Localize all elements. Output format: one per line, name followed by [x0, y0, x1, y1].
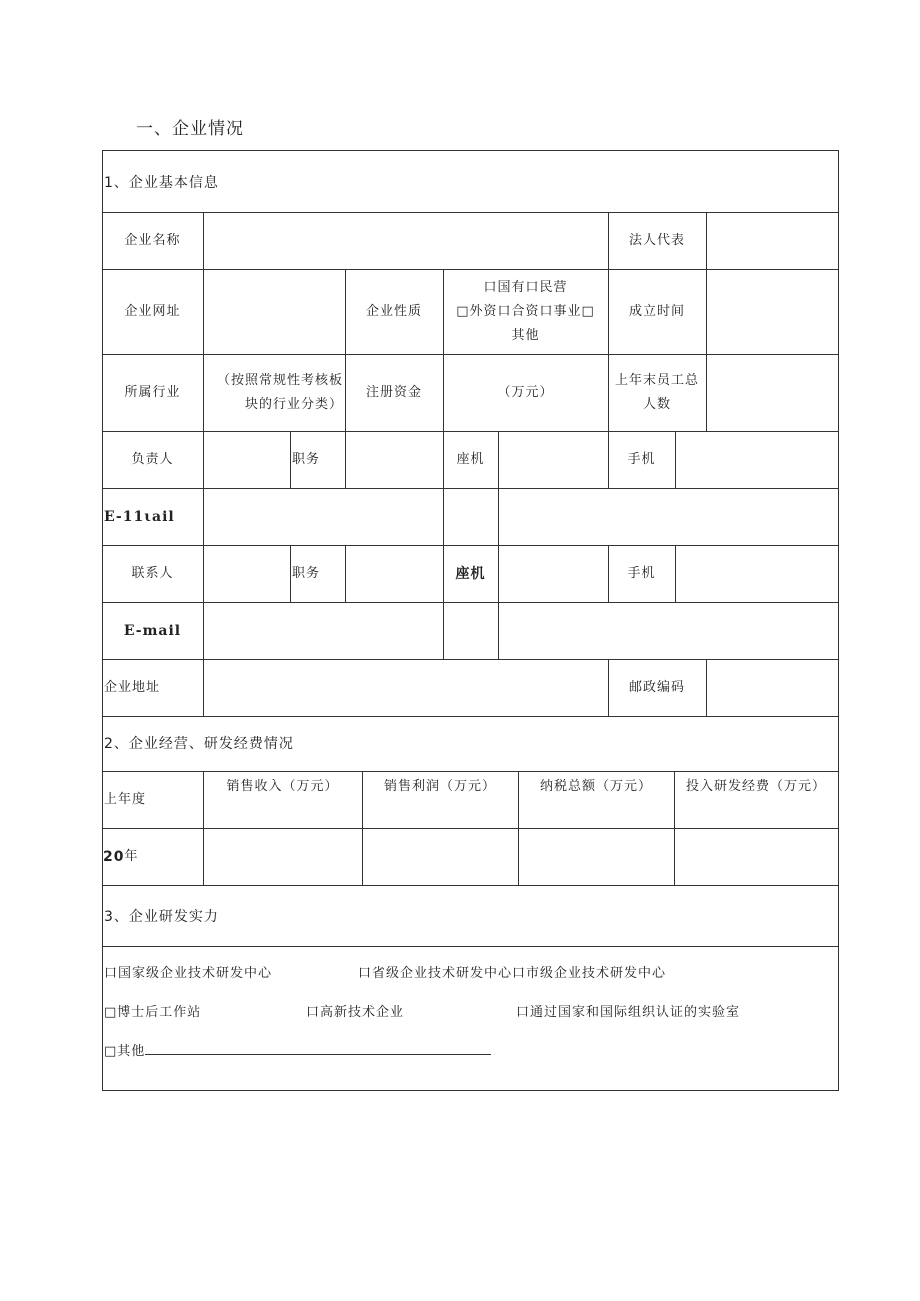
col-divider [290, 431, 291, 488]
position-field-2[interactable] [345, 545, 443, 602]
option-other[interactable] [104, 1040, 491, 1059]
option-postdoc[interactable]: □博士后工作站 [104, 1005, 202, 1020]
email-extra-field-2[interactable] [498, 602, 838, 659]
mobile-label: 手机 [627, 451, 656, 467]
address-field[interactable] [203, 659, 608, 716]
rd-investment-header: 投入研发经费（万元） [685, 779, 826, 794]
email-extra-cell-1[interactable] [443, 488, 498, 545]
legal-rep-label: 法人代表 [628, 232, 685, 248]
section-3-title: 3、企业研发实力 [104, 909, 219, 925]
legal-rep-field[interactable] [706, 212, 838, 269]
year-label-suffix: 年 [124, 848, 139, 864]
other-fill-line[interactable] [145, 1042, 491, 1055]
website-label: 企业网址 [124, 303, 181, 319]
nature-options[interactable] [443, 269, 608, 354]
landline-label-2: 座机 [455, 565, 486, 582]
sales-profit-field[interactable] [362, 828, 518, 885]
year-label [102, 828, 203, 885]
option-hightech[interactable]: 口高新技术企业 [306, 1005, 405, 1020]
option-national-center[interactable]: 口国家级企业技术研发中心 [104, 966, 273, 981]
option-intl-lab[interactable]: 口通过国家和国际组织认证的实验室 [516, 1005, 741, 1020]
nature-options-line2: □外资口合资口事业□ [456, 303, 595, 319]
row-divider [102, 946, 838, 947]
postcode-label: 邮政编码 [628, 679, 685, 695]
company-name-field[interactable] [203, 212, 608, 269]
position-label-2: 职务 [292, 565, 321, 581]
year-label-number: 20 [103, 848, 125, 865]
rd-investment-field[interactable] [674, 828, 838, 885]
email-extra-cell-2[interactable] [443, 602, 498, 659]
row-divider [102, 885, 838, 886]
reg-capital-unit[interactable]: （万元） [497, 384, 554, 400]
position-field[interactable] [345, 431, 443, 488]
last-year-label: 上年度 [104, 791, 147, 807]
email-extra-field-1[interactable] [498, 488, 838, 545]
website-field[interactable] [203, 269, 345, 354]
postcode-field[interactable] [706, 659, 838, 716]
position-label: 职务 [292, 451, 321, 467]
section-2-title: 2、企业经营、研发经费情况 [104, 736, 294, 752]
total-tax-field[interactable] [518, 828, 674, 885]
founded-field[interactable] [706, 269, 838, 354]
sales-profit-header: 销售利润（万元） [383, 779, 496, 794]
total-tax-header: 纳税总额（万元） [539, 779, 652, 794]
col-divider [290, 545, 291, 602]
section-1-title: 1、企业基本信息 [104, 175, 219, 191]
company-name-label: 企业名称 [124, 232, 181, 248]
person-in-charge-label: 负责人 [131, 451, 174, 467]
mobile-label-2: 手机 [627, 565, 656, 581]
person-in-charge-field[interactable] [203, 431, 290, 488]
mobile-field[interactable] [675, 431, 838, 488]
employees-label: 上年末员工总人数 [614, 372, 699, 412]
employees-field[interactable] [706, 354, 838, 431]
email-label-2: E-mail [123, 622, 182, 639]
page-title: 一、企业情况 [136, 119, 244, 139]
sales-revenue-header: 销售收入（万元） [226, 779, 339, 794]
option-provincial-city-center[interactable]: 口省级企业技术研发中心口市级企业技术研发中心 [358, 966, 667, 981]
address-label: 企业地址 [104, 679, 161, 695]
landline-label: 座机 [456, 451, 485, 467]
email-field-1[interactable] [203, 488, 443, 545]
industry-hint[interactable]: （按照常规性考核板块的行业分类） [216, 372, 343, 412]
email-field-2[interactable] [203, 602, 443, 659]
landline-field-2[interactable] [498, 545, 608, 602]
founded-label: 成立时间 [628, 303, 685, 319]
industry-label: 所属行业 [124, 384, 181, 400]
landline-field[interactable] [498, 431, 608, 488]
enterprise-info-form [102, 150, 838, 1090]
nature-options-line3: 其他 [511, 327, 540, 343]
contact-field[interactable] [203, 545, 290, 602]
nature-label: 企业性质 [365, 303, 422, 319]
option-other-label: □其他 [104, 1044, 146, 1059]
contact-label: 联系人 [131, 565, 174, 581]
reg-capital-label: 注册资金 [365, 384, 422, 400]
mobile-field-2[interactable] [675, 545, 838, 602]
nature-options-line1: 口国有口民营 [483, 279, 568, 295]
email-label-1: E-11ιail [104, 508, 175, 525]
sales-revenue-field[interactable] [203, 828, 362, 885]
row-divider [102, 716, 838, 717]
